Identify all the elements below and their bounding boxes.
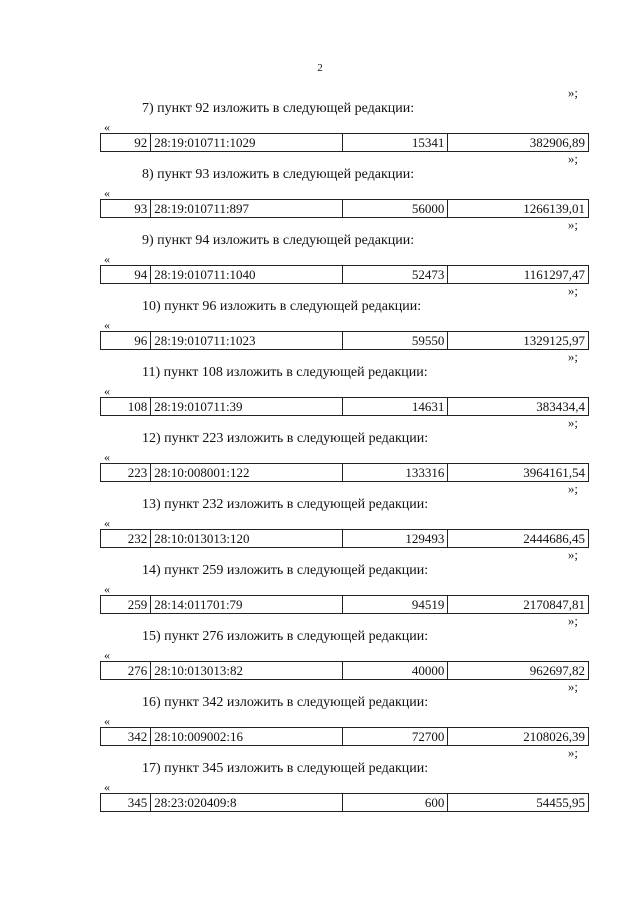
table-row <box>101 398 589 416</box>
cadastral-number-cell: 28:10:008001:122 <box>151 464 343 482</box>
item-number-cell: 232 <box>101 530 151 548</box>
amendment-heading: 11) пункт 108 изложить в следующей редакции: <box>142 365 428 380</box>
table-row <box>101 464 589 482</box>
table-row <box>101 266 589 284</box>
table-row <box>101 332 589 350</box>
amendment-section <box>0 152 640 218</box>
land-plot-table <box>100 331 589 350</box>
opening-quote: « <box>104 318 110 332</box>
amendment-list <box>0 86 640 812</box>
land-plot-table <box>100 397 589 416</box>
cadastral-number-cell: 28:23:020409:8 <box>151 794 343 812</box>
amendment-section <box>0 614 640 680</box>
cadastral-number-cell: 28:10:013013:120 <box>151 530 343 548</box>
value-cell: 382906,89 <box>448 134 589 152</box>
cadastral-number-cell: 28:19:010711:897 <box>151 200 343 218</box>
closing-quote: »; <box>567 85 578 100</box>
land-plot-table <box>100 133 589 152</box>
table-row <box>101 794 589 812</box>
amendment-heading: 7) пункт 92 изложить в следующей редакции: <box>142 101 415 116</box>
item-number-cell: 342 <box>101 728 151 746</box>
area-cell: 14631 <box>342 398 447 416</box>
cadastral-number-cell: 28:19:010711:39 <box>151 398 343 416</box>
item-number-cell: 259 <box>101 596 151 614</box>
table-row <box>101 728 589 746</box>
amendment-section <box>0 416 640 482</box>
amendment-heading: 10) пункт 96 изложить в следующей редакции: <box>142 299 422 314</box>
land-plot-table <box>100 793 589 812</box>
area-cell: 72700 <box>342 728 447 746</box>
cadastral-number-cell: 28:14:011701:79 <box>151 596 343 614</box>
value-cell: 1329125,97 <box>448 332 589 350</box>
opening-quote: « <box>104 120 110 134</box>
amendment-section <box>0 482 640 548</box>
table-row <box>101 530 589 548</box>
amendment-heading: 17) пункт 345 изложить в следующей редакции: <box>142 761 429 776</box>
amendment-heading: 13) пункт 232 изложить в следующей редакции: <box>142 497 429 512</box>
land-plot-table <box>100 661 589 680</box>
value-cell: 962697,82 <box>448 662 589 680</box>
table-row <box>101 596 589 614</box>
amendment-heading: 8) пункт 93 изложить в следующей редакции: <box>142 167 415 182</box>
opening-quote: « <box>104 648 110 662</box>
amendment-heading: 9) пункт 94 изложить в следующей редакции: <box>142 233 415 248</box>
closing-quote: »; <box>567 349 578 364</box>
opening-quote: « <box>104 450 110 464</box>
item-number-cell: 223 <box>101 464 151 482</box>
closing-quote: »; <box>567 481 578 496</box>
value-cell: 2170847,81 <box>448 596 589 614</box>
area-cell: 52473 <box>342 266 447 284</box>
item-number-cell: 108 <box>101 398 151 416</box>
amendment-section <box>0 746 640 812</box>
value-cell: 383434,4 <box>448 398 589 416</box>
value-cell: 1161297,47 <box>448 266 589 284</box>
amendment-section <box>0 680 640 746</box>
amendment-heading: 15) пункт 276 изложить в следующей редакции: <box>142 629 429 644</box>
opening-quote: « <box>104 714 110 728</box>
value-cell: 3964161,54 <box>448 464 589 482</box>
table-row <box>101 662 589 680</box>
cadastral-number-cell: 28:19:010711:1023 <box>151 332 343 350</box>
area-cell: 94519 <box>342 596 447 614</box>
land-plot-table <box>100 727 589 746</box>
area-cell: 600 <box>342 794 447 812</box>
amendment-section <box>0 350 640 416</box>
land-plot-table <box>100 265 589 284</box>
land-plot-table <box>100 463 589 482</box>
area-cell: 133316 <box>342 464 447 482</box>
table-row <box>101 200 589 218</box>
item-number-cell: 276 <box>101 662 151 680</box>
amendment-heading: 12) пункт 223 изложить в следующей редакции: <box>142 431 429 446</box>
amendment-section <box>0 548 640 614</box>
closing-quote: »; <box>567 745 578 760</box>
area-cell: 56000 <box>342 200 447 218</box>
page-number: 2 <box>317 62 323 74</box>
amendment-section <box>0 86 640 152</box>
area-cell: 15341 <box>342 134 447 152</box>
cadastral-number-cell: 28:19:010711:1040 <box>151 266 343 284</box>
item-number-cell: 94 <box>101 266 151 284</box>
amendment-section <box>0 218 640 284</box>
closing-quote: »; <box>567 217 578 232</box>
value-cell: 2444686,45 <box>448 530 589 548</box>
table-row <box>101 134 589 152</box>
item-number-cell: 345 <box>101 794 151 812</box>
closing-quote: »; <box>567 415 578 430</box>
closing-quote: »; <box>567 613 578 628</box>
amendment-heading: 16) пункт 342 изложить в следующей редакции: <box>142 695 429 710</box>
item-number-cell: 96 <box>101 332 151 350</box>
opening-quote: « <box>104 780 110 794</box>
land-plot-table <box>100 595 589 614</box>
closing-quote: »; <box>567 679 578 694</box>
area-cell: 129493 <box>342 530 447 548</box>
item-number-cell: 93 <box>101 200 151 218</box>
closing-quote: »; <box>567 547 578 562</box>
area-cell: 40000 <box>342 662 447 680</box>
value-cell: 2108026,39 <box>448 728 589 746</box>
cadastral-number-cell: 28:19:010711:1029 <box>151 134 343 152</box>
amendment-heading: 14) пункт 259 изложить в следующей редакции: <box>142 563 429 578</box>
opening-quote: « <box>104 252 110 266</box>
land-plot-table <box>100 529 589 548</box>
value-cell: 1266139,01 <box>448 200 589 218</box>
cadastral-number-cell: 28:10:013013:82 <box>151 662 343 680</box>
opening-quote: « <box>104 186 110 200</box>
opening-quote: « <box>104 384 110 398</box>
value-cell: 54455,95 <box>448 794 589 812</box>
amendment-section <box>0 284 640 350</box>
opening-quote: « <box>104 516 110 530</box>
opening-quote: « <box>104 582 110 596</box>
closing-quote: »; <box>567 283 578 298</box>
land-plot-table <box>100 199 589 218</box>
item-number-cell: 92 <box>101 134 151 152</box>
cadastral-number-cell: 28:10:009002:16 <box>151 728 343 746</box>
area-cell: 59550 <box>342 332 447 350</box>
closing-quote: »; <box>567 151 578 166</box>
